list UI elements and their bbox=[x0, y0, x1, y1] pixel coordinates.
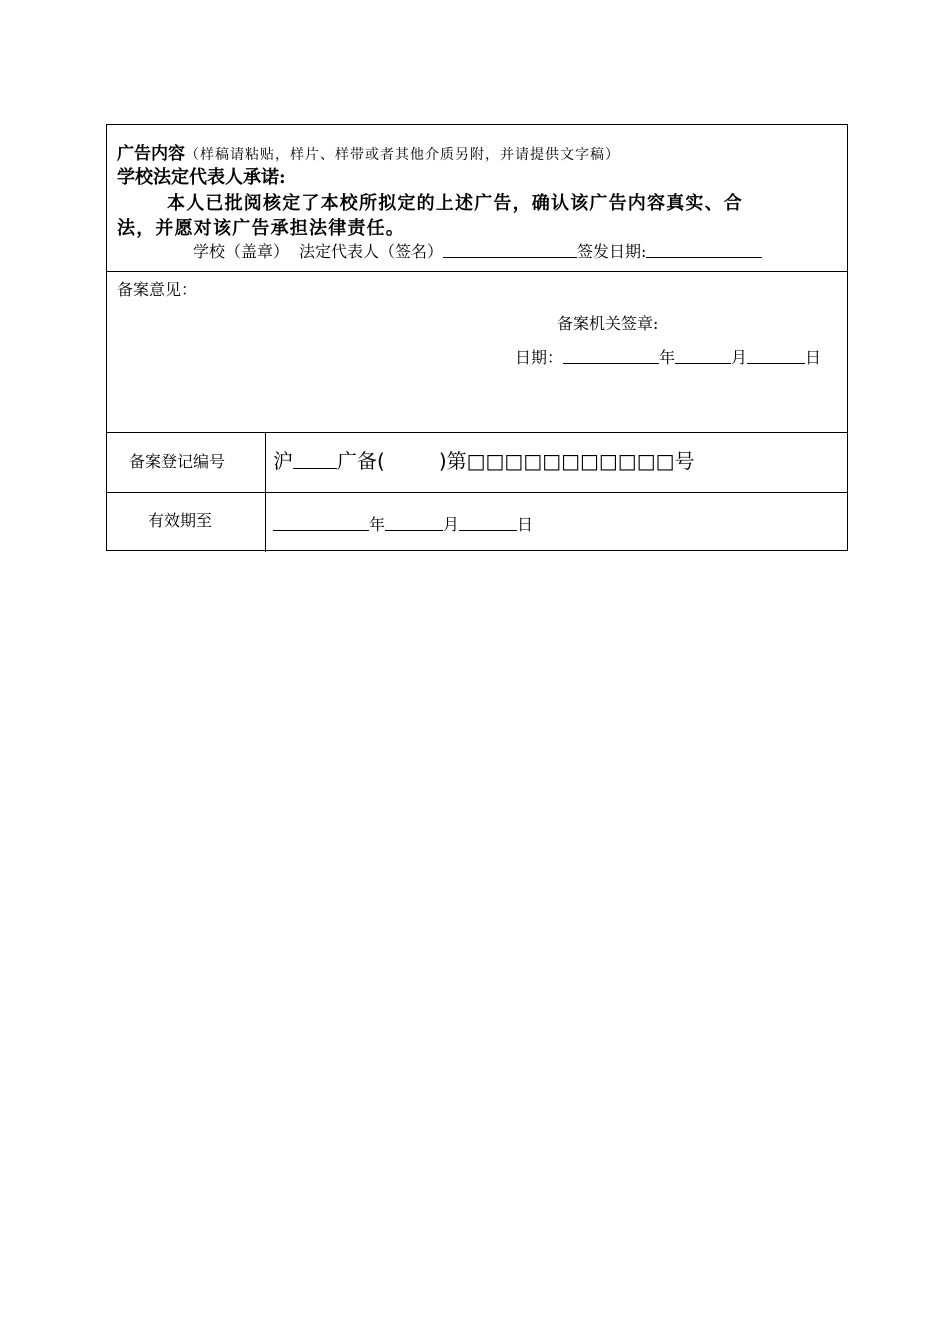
registration-district-field[interactable] bbox=[293, 448, 337, 469]
pledge-text-line-1: 本人已批阅核定了本校所拟定的上述广告，确认该广告内容真实、合 bbox=[167, 193, 743, 214]
registration-number-label: 备案登记编号 bbox=[129, 452, 226, 471]
filing-org-seal-label: 备案机关签章: bbox=[557, 314, 659, 333]
filing-year-field[interactable] bbox=[563, 347, 659, 364]
column-divider bbox=[265, 433, 266, 552]
validity-month-label: 月 bbox=[443, 515, 460, 534]
ad-content-title bbox=[117, 139, 620, 164]
filing-day-field[interactable] bbox=[747, 347, 805, 364]
legal-rep-sign-label: 法定代表人（签名） bbox=[299, 242, 444, 261]
filing-date-label: 日期： bbox=[515, 348, 564, 367]
validity-year-field[interactable] bbox=[273, 514, 369, 531]
filing-opinion-label: 备案意见： bbox=[117, 280, 198, 299]
filing-month-label: 月 bbox=[731, 348, 748, 367]
ad-content-note: （样稿请粘贴，样片、样带或者其他介质另附，并请提供文字稿） bbox=[185, 147, 620, 163]
signature-line bbox=[193, 239, 762, 262]
registration-close: )第 bbox=[438, 449, 467, 473]
validity-date-line bbox=[273, 512, 533, 535]
issue-date-field[interactable] bbox=[646, 241, 762, 258]
filing-year-label: 年 bbox=[659, 348, 676, 367]
pledge-heading: 学校法定代表人承诺: bbox=[117, 167, 286, 188]
registration-number-value bbox=[273, 445, 695, 474]
registration-mid: 广备( bbox=[337, 449, 385, 473]
registration-number-boxes[interactable]: □□□□□□□□□□□ bbox=[466, 449, 675, 473]
validity-label: 有效期至 bbox=[148, 511, 213, 530]
pledge-text-line-2: 法，并愿对该广告承担法律责任。 bbox=[117, 218, 405, 239]
filing-day-label: 日 bbox=[805, 348, 822, 367]
issue-date-label: 签发日期: bbox=[577, 242, 647, 261]
filing-month-field[interactable] bbox=[675, 347, 731, 364]
filing-date-line bbox=[515, 345, 821, 368]
ad-filing-form bbox=[106, 124, 848, 551]
validity-day-label: 日 bbox=[517, 515, 534, 534]
ad-content-section bbox=[107, 125, 847, 272]
registration-suffix: 号 bbox=[674, 449, 695, 473]
school-seal-label: 学校（盖章） bbox=[193, 242, 290, 261]
validity-year-label: 年 bbox=[369, 515, 386, 534]
registration-prefix: 沪 bbox=[273, 449, 293, 473]
validity-day-field[interactable] bbox=[459, 514, 517, 531]
validity-month-field[interactable] bbox=[385, 514, 443, 531]
legal-rep-sign-field[interactable] bbox=[443, 241, 577, 258]
ad-content-label: 广告内容 bbox=[117, 144, 185, 164]
